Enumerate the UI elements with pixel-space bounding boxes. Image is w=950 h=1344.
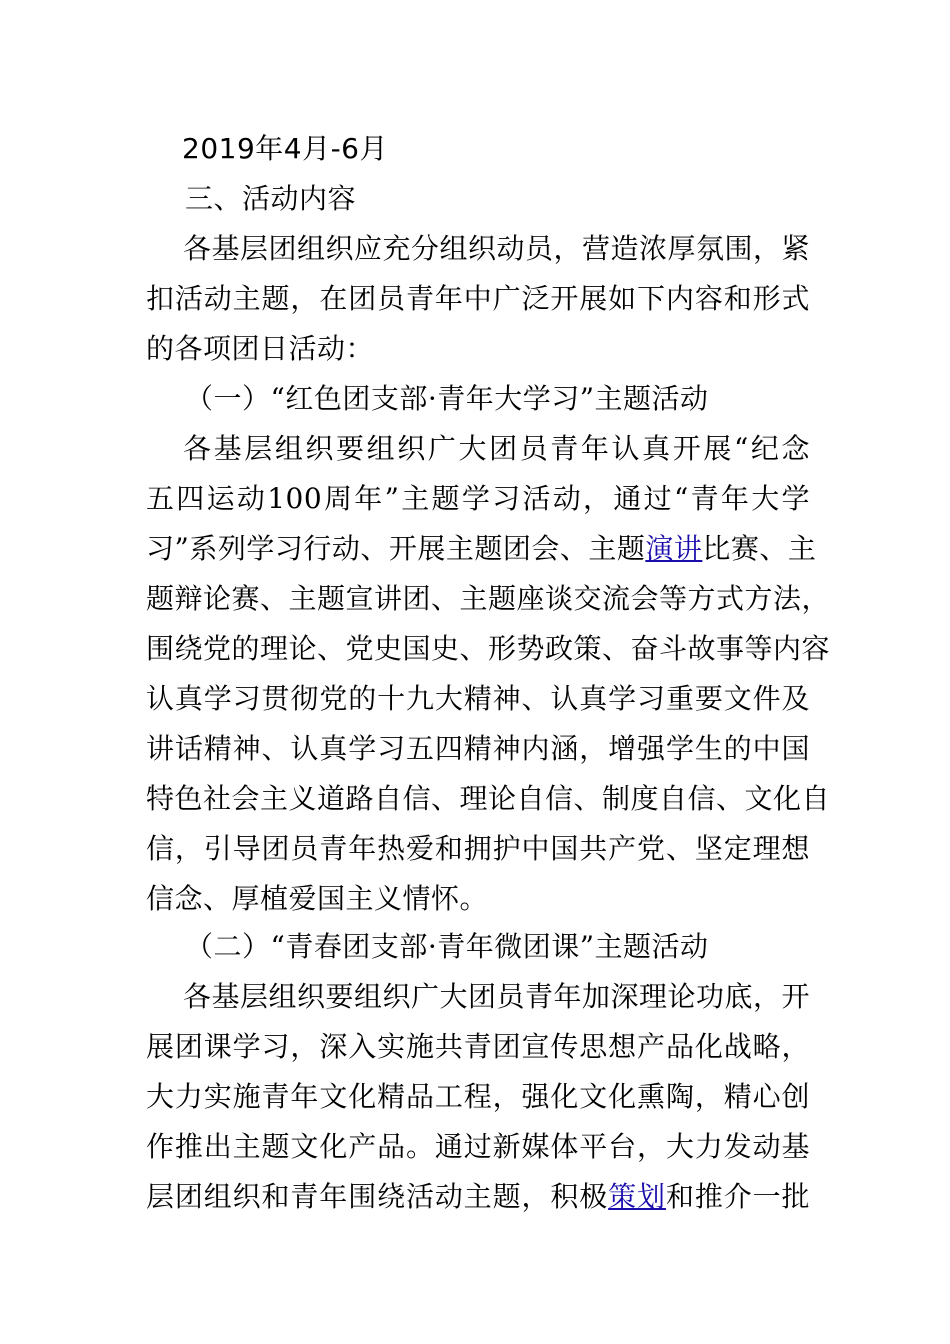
text-span: 习”系列学习行动、开展主题团会、主题	[146, 532, 646, 565]
speech-link[interactable]: 演讲	[645, 532, 703, 565]
paragraph-line: 讲话精神、认真学习五四精神内涵，增强学生的中国	[146, 732, 810, 765]
paragraph-line: 的各项团日活动：	[146, 332, 375, 365]
paragraph-line	[146, 524, 817, 574]
section-heading: 三、活动内容	[185, 182, 357, 215]
paragraph-line: 围绕党的理论、党史国史、形势政策、奋斗故事等内容	[146, 632, 831, 665]
paragraph-line: 题辩论赛、主题宣讲团、主题座谈交流会等方式方法，	[146, 582, 831, 615]
paragraph-line: 大力实施青年文化精品工程，强化文化熏陶，精心创	[146, 1080, 810, 1113]
paragraph-line: 各基层组织要组织广大团员青年加深理论功底，开	[183, 980, 811, 1013]
date-line: 2019年4月-6月	[182, 132, 388, 165]
subsection-heading: （二）“青春团支部·青年微团课”主题活动	[185, 930, 709, 963]
subsection-heading: （一）“红色团支部·青年大学习”主题活动	[185, 382, 709, 415]
paragraph-line	[146, 1172, 810, 1222]
paragraph-line: 作推出主题文化产品。通过新媒体平台，大力发动基	[146, 1130, 810, 1163]
paragraph-line: 认真学习贯彻党的十九大精神、认真学习重要文件及	[146, 682, 810, 715]
paragraph-line: 信念、厚植爱国主义情怀。	[146, 882, 489, 915]
paragraph-line: 信，引导团员青年热爱和拥护中国共产党、坚定理想	[146, 832, 810, 865]
text-span: 比赛、主	[702, 532, 817, 565]
paragraph-line: 展团课学习，深入实施共青团宣传思想产品化战略，	[146, 1030, 810, 1063]
planning-link[interactable]: 策划	[608, 1180, 666, 1213]
paragraph-line: 各基层团组织应充分组织动员，营造浓厚氛围，紧	[183, 232, 811, 265]
text-span: 层团组织和青年围绕活动主题，积极	[146, 1180, 609, 1213]
text-span: 和推介一批	[665, 1180, 810, 1213]
paragraph-line: 扣活动主题，在团员青年中广泛开展如下内容和形式	[146, 282, 810, 315]
paragraph-line: 各基层组织要组织广大团员青年认真开展“纪念	[183, 432, 810, 465]
paragraph-line: 五四运动100周年”主题学习活动，通过“青年大学	[146, 482, 810, 515]
paragraph-line: 特色社会主义道路自信、理论自信、制度自信、文化自	[146, 782, 831, 815]
